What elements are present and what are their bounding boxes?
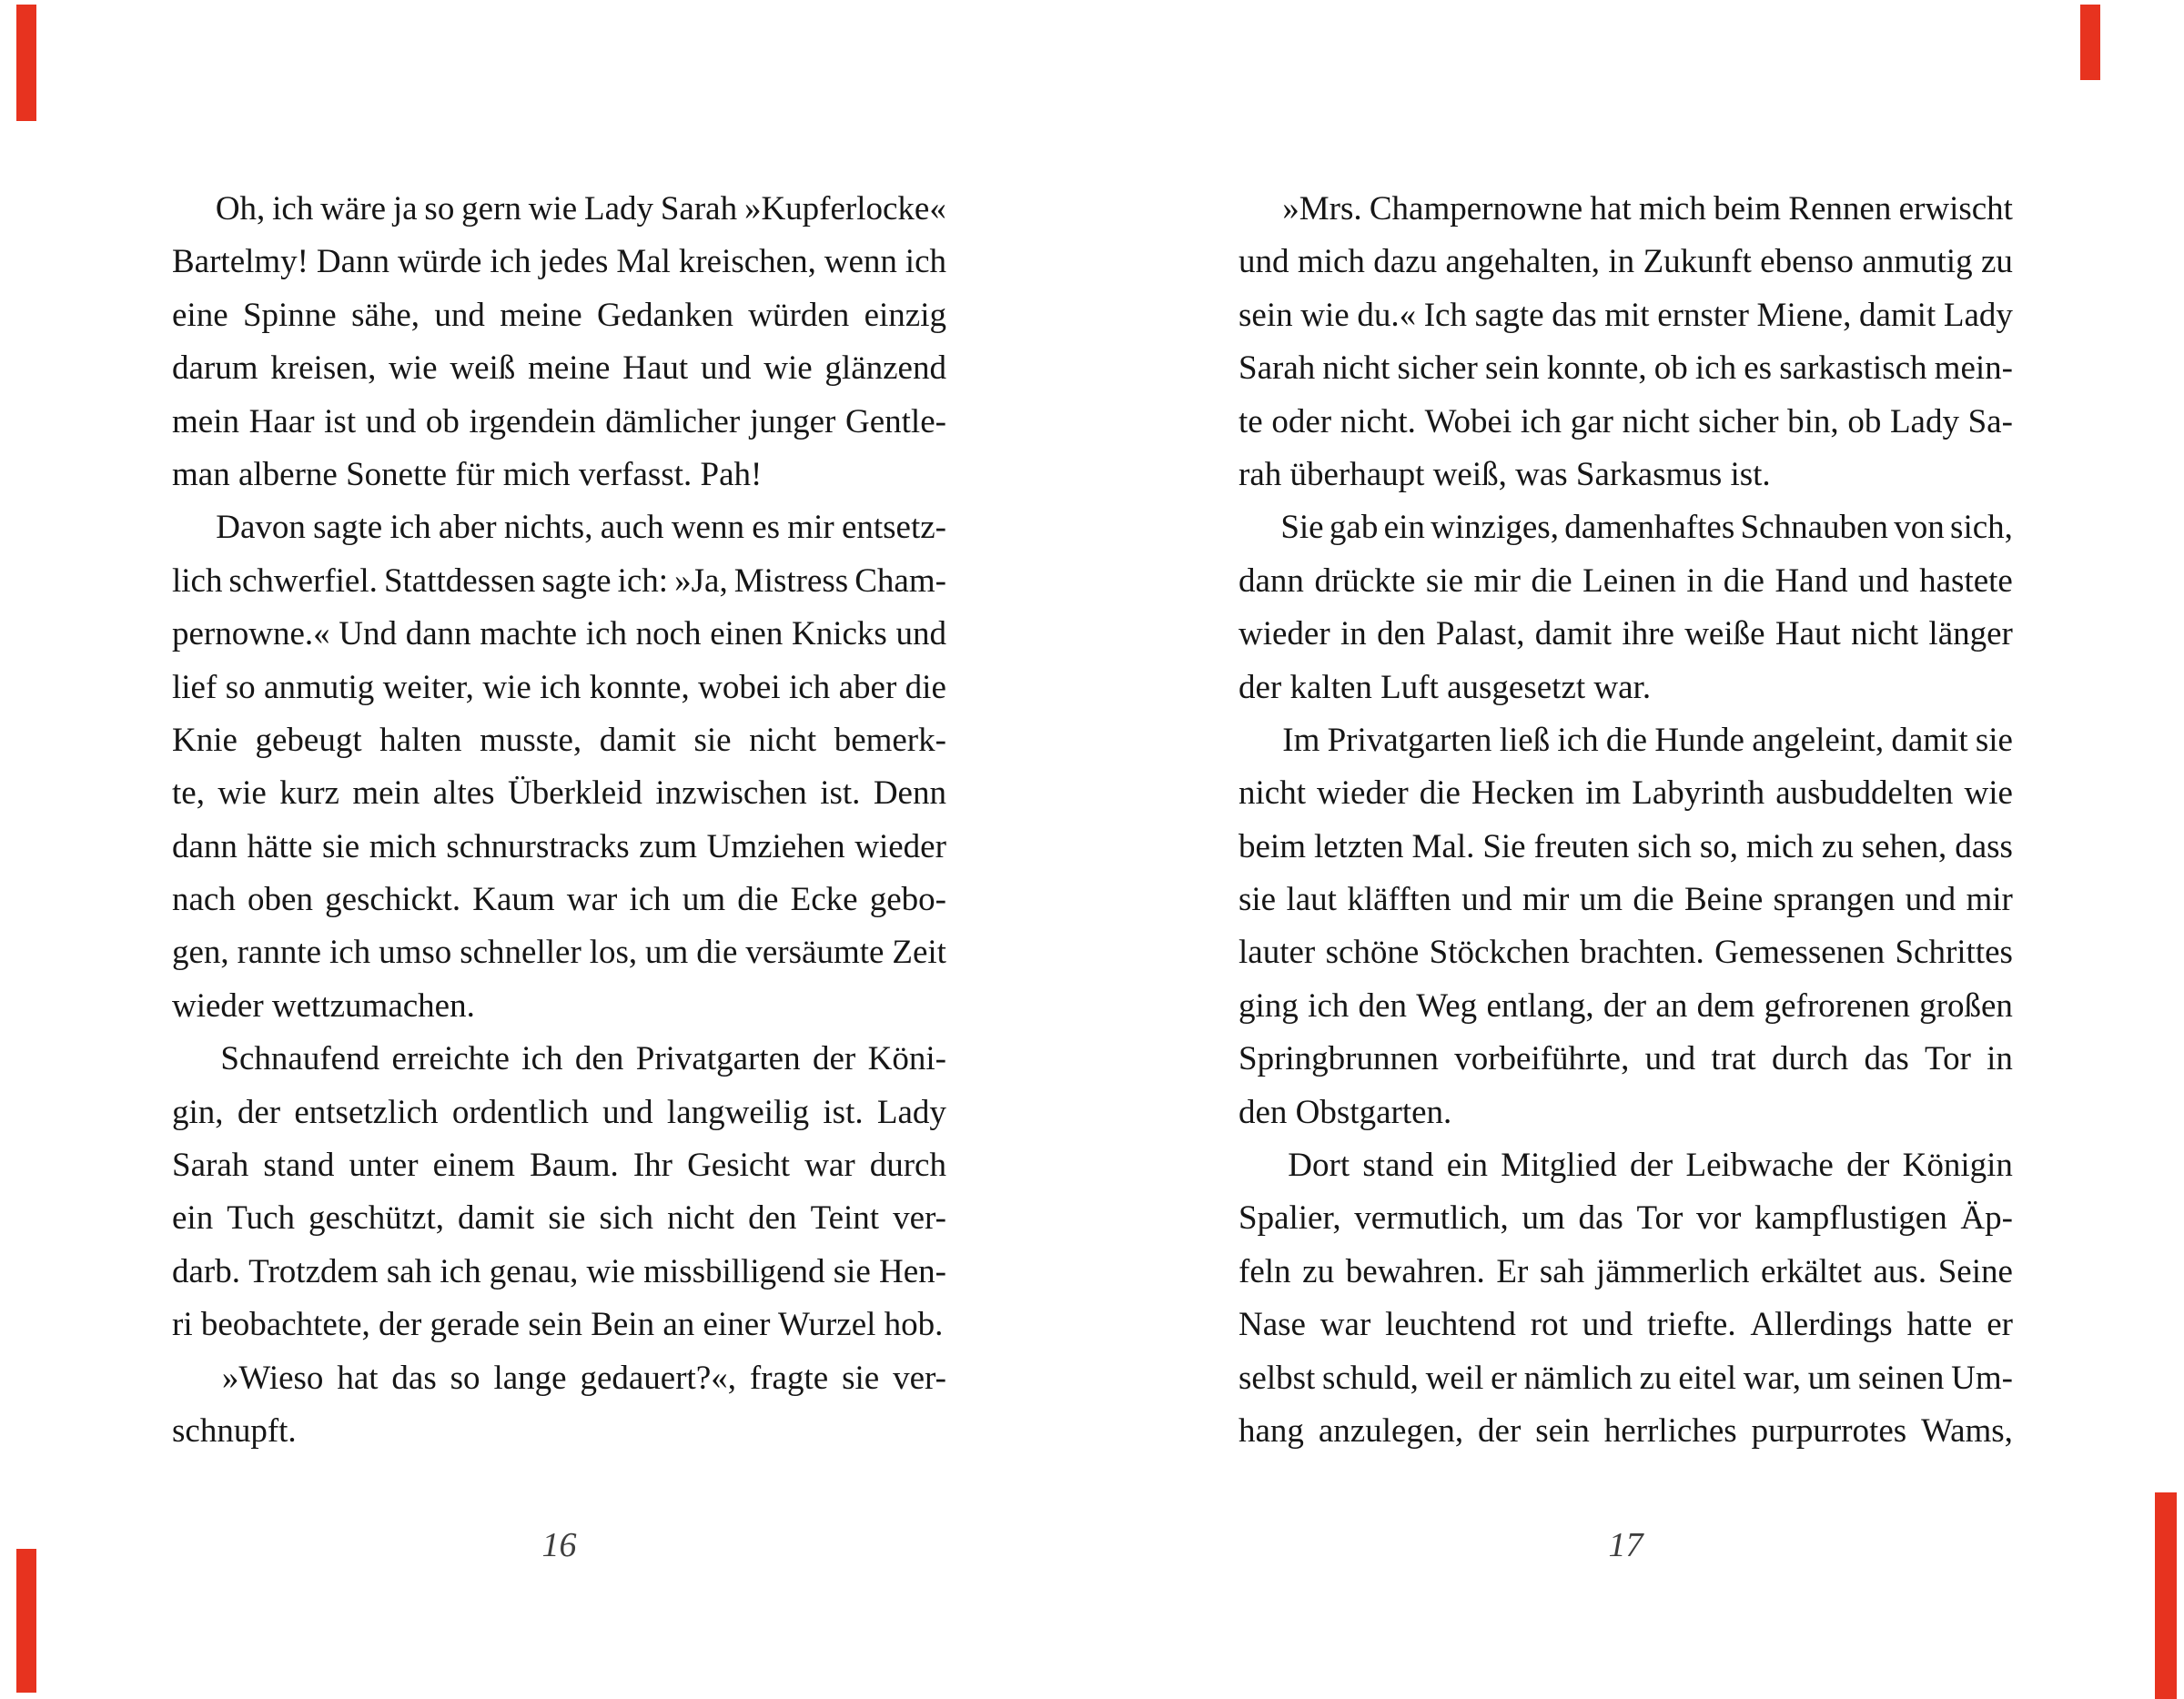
text-line: Im Privatgarten ließ ich die Hunde angeleint, damit sie bbox=[1239, 714, 2013, 767]
text-line: te oder nicht. Wobei ich gar nicht sicher bin, ob Lady Sa- bbox=[1239, 402, 2013, 440]
text-line: lich schwerfiel. Stattdessen sagte ich: »Ja, Mistress Cham- bbox=[172, 561, 946, 600]
paragraph-indent bbox=[172, 1033, 208, 1086]
text-line: rah überhaupt weiß, was Sarkasmus ist. bbox=[1239, 455, 1771, 493]
page-right-text bbox=[1239, 183, 2013, 1458]
text-line: der kalten Luft ausgesetzt war. bbox=[1239, 668, 1652, 706]
text-line: sein wie du.« Ich sagte das mit ernster Miene, damit Lady bbox=[1239, 296, 2013, 334]
text-line: Oh, ich wäre ja so gern wie Lady Sarah »Kupferlocke« bbox=[172, 183, 946, 236]
text-line: und mich dazu angehalten, in Zukunft ebenso anmutig zu bbox=[1239, 243, 2013, 281]
text-line: darb. Trotzdem sah ich genau, wie missbilligend sie Hen- bbox=[172, 1252, 946, 1290]
paragraph-indent bbox=[1239, 1139, 1275, 1192]
text-line: feln zu bewahren. Er sah jämmerlich erkältet aus. Seine bbox=[1239, 1252, 2013, 1290]
text-line: Davon sagte ich aber nichts, auch wenn es mir entsetz- bbox=[172, 501, 946, 554]
text-line: dann hätte sie mich schnurstracks zum Umziehen wieder bbox=[172, 827, 946, 865]
paragraph-indent bbox=[172, 501, 208, 554]
text-line: te, wie kurz mein altes Überkleid inzwischen ist. Denn bbox=[172, 774, 946, 813]
text-line: ein Tuch geschützt, damit sie sich nicht den Teint ver- bbox=[172, 1199, 946, 1238]
text-line: pernowne.« Und dann machte ich noch einen Knicks und bbox=[172, 615, 946, 653]
text-line: beim letzten Mal. Sie freuten sich so, mich zu sehen, dass bbox=[1239, 827, 2013, 865]
text-line: Springbrunnen vorbeiführte, und trat durch das Tor in bbox=[1239, 1040, 2013, 1078]
text-line: lauter schöne Stöckchen brachten. Gemessenen Schrittes bbox=[1239, 934, 2013, 972]
text-line: Sarah nicht sicher sein konnte, ob ich es sarkastisch mein- bbox=[1239, 349, 2013, 388]
text-line: ri beobachtete, der gerade sein Bein an einer Wurzel hob. bbox=[172, 1306, 944, 1344]
text-line: lief so anmutig weiter, wie ich konnte, wobei ich aber die bbox=[172, 668, 946, 706]
text-line: Knie gebeugt halten musste, damit sie nicht bemerk- bbox=[172, 721, 946, 759]
text-line: Dort stand ein Mitglied der Leibwache der Königin bbox=[1239, 1139, 2013, 1192]
text-line: sie laut kläfften und mir um die Beine sprangen und mir bbox=[1239, 881, 2013, 919]
text-line: ging ich den Weg entlang, der an dem gefrorenen großen bbox=[1239, 986, 2013, 1025]
text-line: Nase war leuchtend rot und triefte. Allerdings hatte er bbox=[1239, 1306, 2013, 1344]
text-line: man alberne Sonette für mich verfasst. Pah! bbox=[172, 455, 763, 493]
text-line: hang anzulegen, der sein herrliches purpurrotes Wams, bbox=[1239, 1411, 2013, 1450]
text-line: Sie gab ein winziges, damenhaftes Schnauben von sich, bbox=[1239, 501, 2013, 554]
text-line: Spalier, vermutlich, um das Tor vor kampflustigen Äp- bbox=[1239, 1199, 2013, 1238]
paragraph-indent bbox=[1239, 183, 1275, 236]
paragraph-indent bbox=[172, 1352, 208, 1405]
text-line: eine Spinne sähe, und meine Gedanken würden einzig bbox=[172, 296, 946, 334]
paragraph-indent bbox=[1239, 501, 1275, 554]
text-line: schnupft. bbox=[172, 1411, 297, 1450]
text-line: »Wieso hat das so lange gedauert?«, fragte sie ver- bbox=[172, 1352, 946, 1405]
paragraph-indent bbox=[1239, 714, 1275, 767]
text-line: dann drückte sie mir die Leinen in die Hand und hastete bbox=[1239, 561, 2013, 600]
page-number-left: 16 bbox=[541, 1526, 577, 1564]
text-line: nach oben geschickt. Kaum war ich um die Ecke gebo- bbox=[172, 881, 946, 919]
page-right bbox=[1092, 0, 2184, 1699]
text-line: »Mrs. Champernowne hat mich beim Rennen erwischt bbox=[1239, 183, 2013, 236]
text-line: Bartelmy! Dann würde ich jedes Mal kreischen, wenn ich bbox=[172, 243, 946, 281]
text-line: selbst schuld, weil er nämlich zu eitel war, um seinen Um- bbox=[1239, 1359, 2013, 1397]
text-line: Schnaufend erreichte ich den Privatgarten der Köni- bbox=[172, 1033, 946, 1086]
text-line: wieder in den Palast, damit ihre weiße Haut nicht länger bbox=[1239, 615, 2013, 653]
text-line: wieder wettzumachen. bbox=[172, 986, 475, 1025]
text-line: Sarah stand unter einem Baum. Ihr Gesicht war durch bbox=[172, 1147, 946, 1185]
page-number-right: 17 bbox=[1608, 1526, 1643, 1564]
text-line: nicht wieder die Hecken im Labyrinth ausbuddelten wie bbox=[1239, 774, 2013, 813]
text-line: gin, der entsetzlich ordentlich und langweilig ist. Lady bbox=[172, 1093, 946, 1131]
text-line: gen, rannte ich umso schneller los, um die versäumte Zeit bbox=[172, 934, 946, 972]
text-line: den Obstgarten. bbox=[1239, 1093, 1452, 1131]
paragraph-indent bbox=[172, 183, 208, 236]
page-left-text bbox=[172, 183, 946, 1458]
text-line: mein Haar ist und ob irgendein dämlicher junger Gentle- bbox=[172, 402, 946, 440]
text-line: darum kreisen, wie weiß meine Haut und wie glänzend bbox=[172, 349, 946, 388]
